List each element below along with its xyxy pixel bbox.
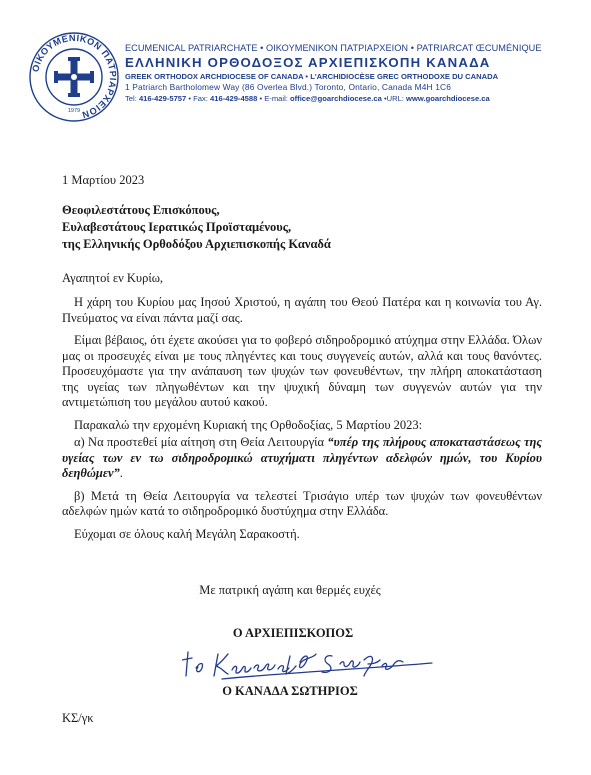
- handwritten-signature: [182, 642, 442, 682]
- addressee-block: [62, 202, 542, 253]
- letterhead-contacts: [125, 93, 585, 105]
- letter-date: 1 Μαρτίου 2023: [62, 173, 145, 187]
- letter-body: [62, 172, 542, 549]
- closing-line: Με πατρική αγάπη και θερμές ευχές: [199, 583, 381, 597]
- paragraph-greeting: Η χάρη του Κυρίου μας Ιησού Χριστού, η αγάπη του Θεού Πατέρα και η κοινωνία του Αγ. Πνεύματος να είναι πάντα μαζί σας.: [62, 295, 542, 325]
- tel-number: 416-429-5757: [138, 94, 187, 103]
- fax-number: 416-429-4588: [210, 94, 258, 103]
- paragraph-lent-wishes: Εύχομαι σε όλους καλή Μεγάλη Σαρακοστή.: [74, 526, 300, 541]
- reference-initials: ΚΣ/γκ: [62, 711, 94, 725]
- petition-prefix: α) Να προστεθεί μία αίτηση στη Θεία Λειτουργία: [74, 435, 328, 449]
- letterhead-archdiocese-greek: ΕΛΛΗΝΙΚΗ ΟΡΘΟΔΟΞΟΣ ΑΡΧΙΕΠΙΣΚΟΠΗ ΚΑΝΑΔΑ: [125, 55, 491, 70]
- seal-text: ΟΙΚΟΥΜΕΝΙΚΟΝ ΠΑΤΡΙΑΡΧΕΙΟΝ: [30, 32, 119, 121]
- letterhead-address: 1 Patriarch Bartholomew Way (86 Overlea Blvd.) Toronto, Ontario, Canada M4H 1C6: [125, 82, 452, 92]
- tel-label: Tel:: [125, 94, 137, 103]
- paragraph-accident: Είμαι βέβαιος, ότι έχετε ακούσει για το φοβερό σιδηροδρομικό ατύχημα στην Ελλάδα. Όλων μας οι προσευχές είναι με τους πληγέντες και τους συγγενείς αυτών, αλλά και τους θανόντες. Προσευχόμαστε για την ανάπαυση των ψυχών των φονευθέντων, την πλήρη αποκατάσταση της υγείας των πληγωθέντων και την ψυχική δύναμη των συγγενών αυτών για την αντιμετώπιση του μεγάλου αυτού κακού.: [62, 333, 542, 409]
- paragraph-petition: [62, 435, 542, 482]
- petition-suffix: .: [119, 466, 123, 480]
- url-label: •URL:: [383, 94, 404, 103]
- email-link[interactable]: office@goarchdiocese.ca: [290, 94, 382, 103]
- archdiocese-seal-icon: [29, 32, 119, 122]
- archbishop-title: Ο ΑΡΧΙΕΠΙΣΚΟΠΟΣ: [232, 626, 354, 640]
- paragraph-trisagion: β) Μετά τη Θεία Λειτουργία να τελεστεί Τρισάγιο υπέρ των ψυχών των φονευθέντων αδελφών ημών κατά το σιδηροδρομικό δυστύχημα στην Ελλάδα.: [62, 488, 542, 518]
- letterhead-patriarchate: ECUMENICAL PATRIARCHATE • ΟΙΚΟΥΜΕΝΙΚΟΝ ΠΑΤΡΙΑΡΧΕΙΟΝ • PATRIARCAT ŒCUMÉNIQUE: [125, 43, 542, 53]
- salutation: Αγαπητοί εν Κυρίω,: [62, 271, 164, 285]
- website-link[interactable]: www.goarchdiocese.ca: [406, 94, 490, 103]
- letterhead-archdiocese-en-fr: GREEK ORTHODOX ARCHDIOCESE OF CANADA • L'ARCHIDIOCÈSE GREC ORTHODOXE DU CANADA: [125, 72, 499, 81]
- email-label: • E-mail:: [259, 94, 288, 103]
- letterhead-text: [125, 42, 585, 105]
- fax-label: • Fax:: [188, 94, 208, 103]
- petition-text: “υπέρ της πλήρους αποκαταστάσεως της υγείας των εν τω σιδηροδρομικώ ατυχήματι πληγέντων αδελφών ημών, του Κυρίου δεηθώμεν”: [62, 435, 542, 480]
- letterhead: [0, 0, 591, 132]
- archbishop-name: Ο ΚΑΝΑΔΑ ΣΩΤΗΡΙΟΣ: [222, 684, 358, 698]
- addressee-line: Θεοφιλεστάτους Επισκόπους,: [62, 203, 220, 217]
- paragraph-request: Παρακαλώ την ερχομένη Κυριακή της Ορθοδοξίας, 5 Μαρτίου 2023:: [74, 417, 423, 432]
- addressee-line: της Ελληνικής Ορθοδόξου Αρχιεπισκοπής Καναδά: [62, 237, 331, 251]
- addressee-line: Ευλαβεστάτους Ιερατικώς Προϊσταμένους,: [62, 220, 292, 234]
- seal-year: 1979: [67, 108, 81, 114]
